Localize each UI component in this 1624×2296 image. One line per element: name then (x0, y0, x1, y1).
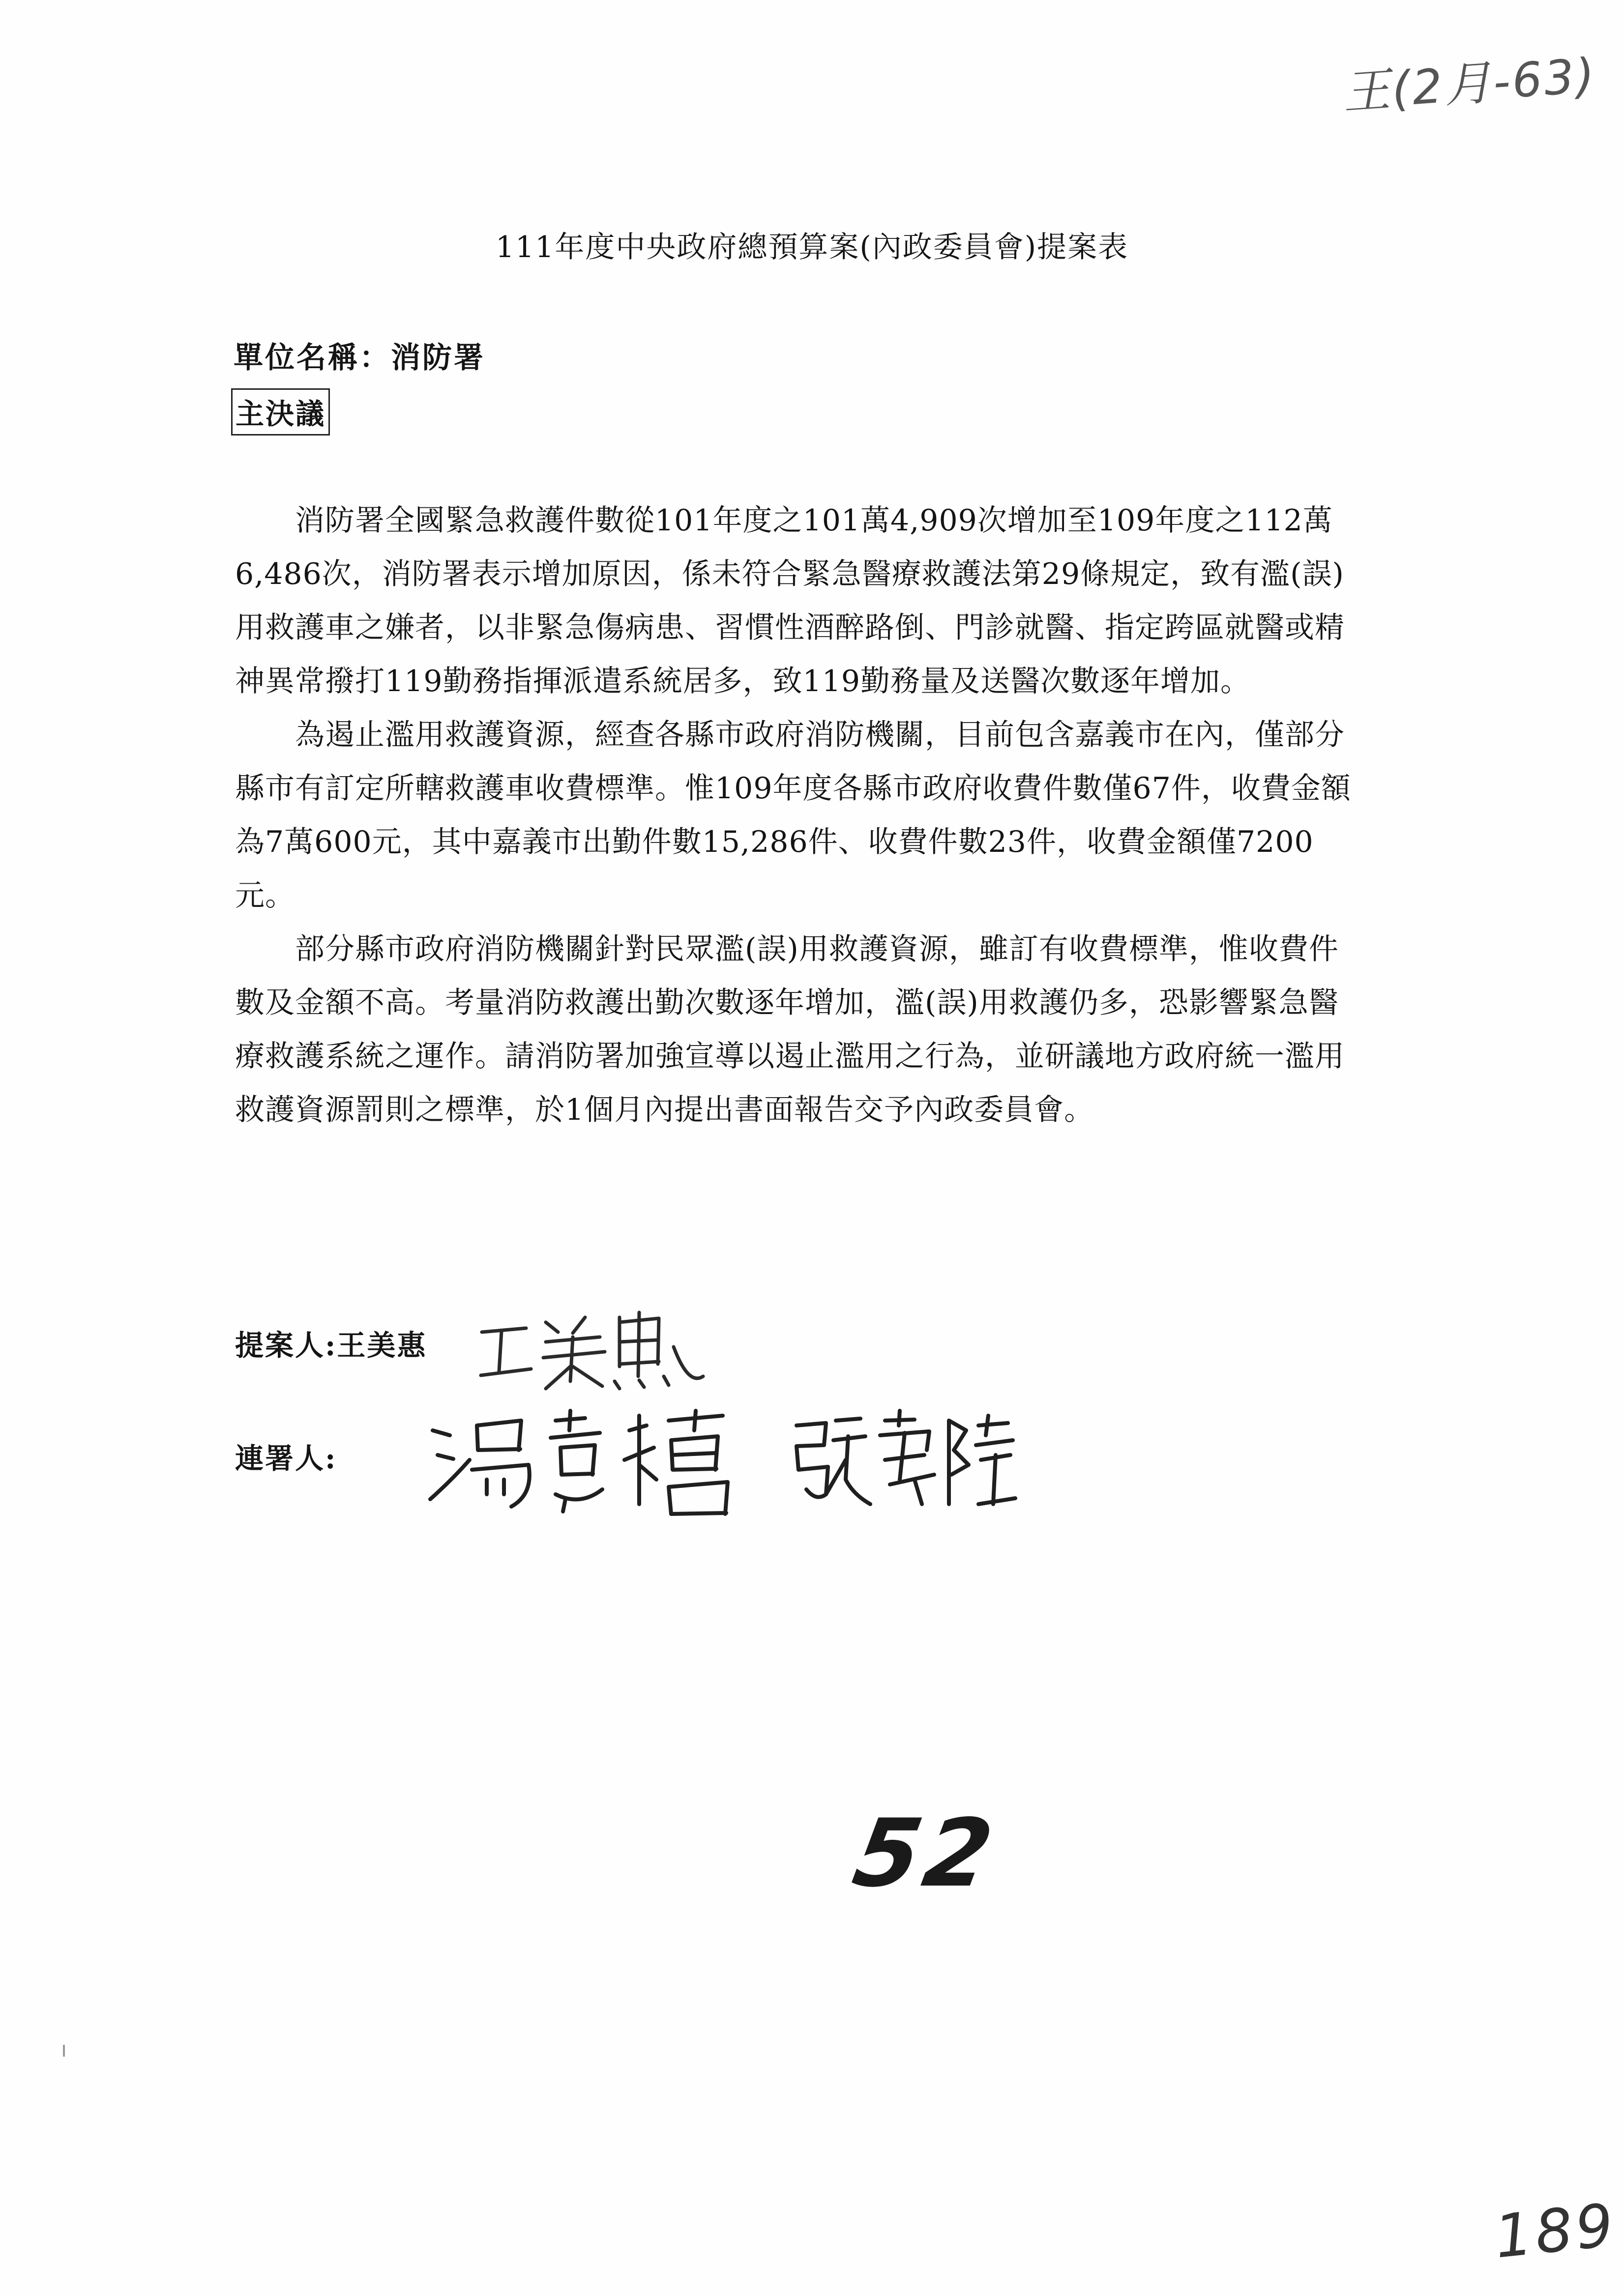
handwritten-stamp-note: 王(2月-63) (1341, 48, 1598, 120)
paragraph-2: 為遏止濫用救護資源，經查各縣市政府消防機關，目前包含嘉義市在內，僅部分縣市有訂定所轄救護車收費標準。惟109年度各縣市政府收費件數僅67件，收費金額為7萬600元，其中嘉義市出勤件數15,286件、收費件數23件，收費金額僅7200元。 (235, 718, 1351, 913)
proposer-signature (472, 1303, 708, 1396)
handwritten-corner-number: 189 (1491, 2191, 1620, 2272)
cosigner-signature-2 (787, 1406, 1023, 1514)
document-title: 111年度中央政府總預算案(內政委員會)提案表 (495, 230, 1129, 264)
unit-name-line: 單位名稱：消防署 (234, 341, 485, 375)
handwritten-page-number: 52 (846, 1799, 1005, 1908)
scan-mark (63, 2045, 65, 2057)
cosigner-label: 連署人: (235, 1442, 337, 1475)
paragraph-3: 部分縣市政府消防機關針對民眾濫(誤)用救護資源，雖訂有收費標準，惟收費件數及金額不高。考量消防救護出勤次數逐年增加，濫(誤)用救護仍多，恐影響緊急醫療救護系統之運作。請消防署加強宣導以遏止濫用之行為，並研議地方政府統一濫用救護資源罰則之標準，於1個月內提出書面報告交予內政委員會。 (235, 932, 1345, 1127)
main-resolution-label: 主決議 (231, 388, 330, 436)
resolution-body (235, 494, 1361, 1137)
paragraph-1: 消防署全國緊急救護件數從101年度之101萬4,909次增加至109年度之112萬6,486次，消防署表示增加原因，係未符合緊急醫療救護法第29條規定，致有濫(誤)用救護車之嫌者，以非緊急傷病患、習慣性酒醉路倒、門診就醫、指定跨區就醫或精神異常撥打119勤務指揮派遣系統居多，致119勤務量及送醫次數逐年增加。 (235, 503, 1345, 698)
cosigner-signature-1 (423, 1401, 767, 1524)
proposer-line: 提案人:王美惠 (235, 1329, 427, 1362)
